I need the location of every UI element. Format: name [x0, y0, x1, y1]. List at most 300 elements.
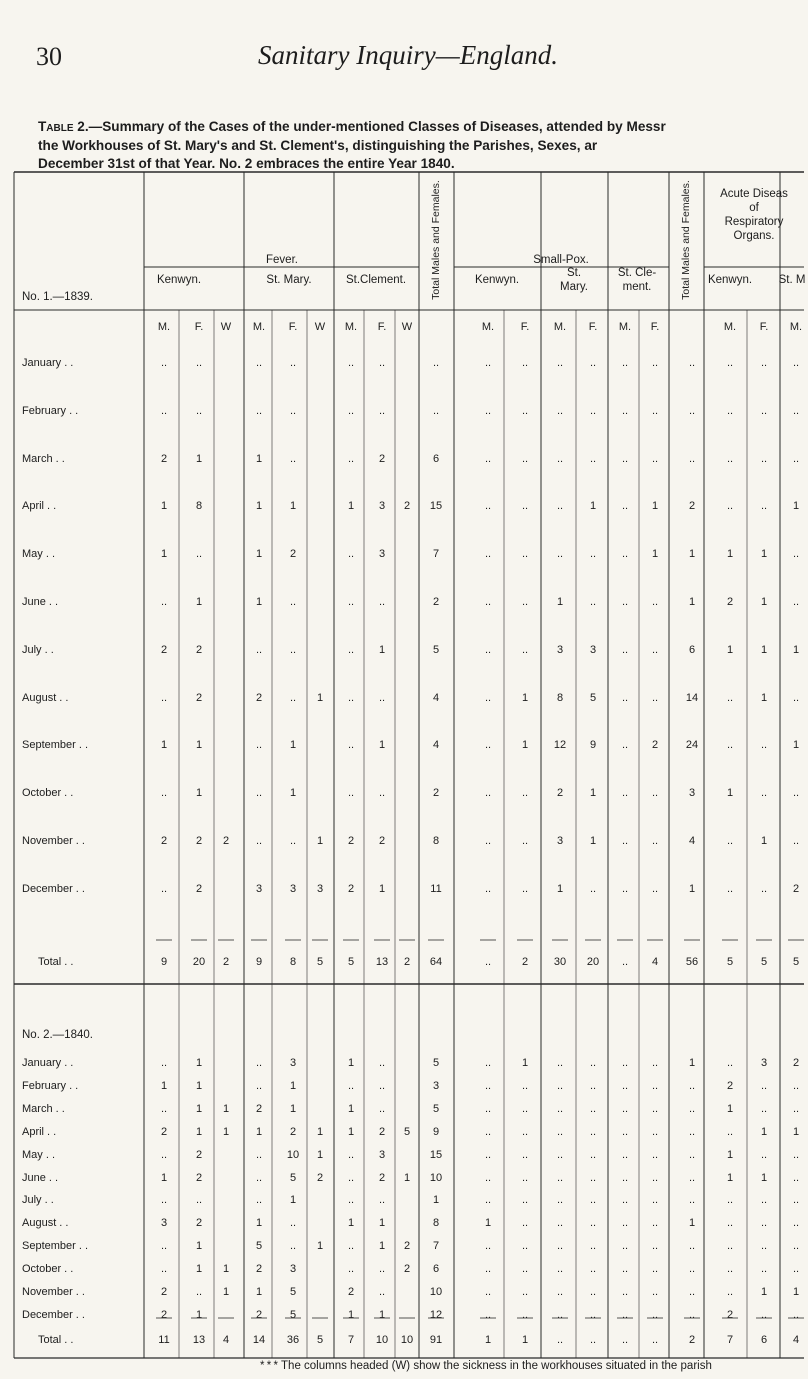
- subheader-18: F.: [759, 321, 769, 333]
- header-fever-st-mary: St. Mary.: [266, 274, 312, 286]
- y1840-cell-june-12: ..: [556, 1171, 564, 1184]
- y1839-cell-september-13: 9: [589, 739, 597, 752]
- y1840-cell-october-9: 6: [432, 1263, 440, 1276]
- y1839-cell-september-3: ..: [255, 739, 263, 752]
- y1840-cell-july-15: ..: [651, 1194, 659, 1207]
- y1840-cell-november-16: ..: [688, 1286, 696, 1298]
- y1840-cell-september-19: ..: [792, 1240, 800, 1253]
- y1840-cell-march-7: ..: [378, 1102, 386, 1115]
- y1839-cell-december-0: ..: [160, 882, 168, 895]
- y1840-total-cell-16: 2: [688, 1334, 696, 1346]
- y1839-cell-january-7: ..: [378, 357, 386, 369]
- y1839-cell-january-18: ..: [760, 357, 768, 369]
- y1840-month-label-january: January . .: [22, 1057, 74, 1069]
- y1840-cell-march-6: 1: [347, 1102, 355, 1115]
- y1839-cell-june-10: ..: [484, 596, 492, 608]
- y1840-cell-june-19: ..: [792, 1171, 800, 1184]
- y1840-cell-march-16: ..: [688, 1102, 696, 1115]
- y1839-cell-june-13: ..: [589, 596, 597, 608]
- y1840-cell-june-11: ..: [521, 1171, 529, 1184]
- y1840-cell-october-7: ..: [378, 1263, 386, 1276]
- y1839-cell-october-9: 2: [432, 787, 440, 800]
- y1839-cell-september-6: ..: [347, 739, 355, 752]
- y1840-cell-july-4: 1: [289, 1194, 297, 1207]
- y1840-cell-february-4: 1: [289, 1079, 297, 1092]
- y1839-cell-january-3: ..: [255, 357, 263, 369]
- y1839-cell-march-11: ..: [521, 452, 529, 465]
- subheader-11: F.: [520, 321, 530, 333]
- y1840-cell-april-8: 5: [403, 1125, 411, 1138]
- y1840-cell-february-19: ..: [792, 1079, 800, 1092]
- y1840-cell-march-1: 1: [195, 1102, 203, 1115]
- y1839-cell-july-7: 1: [378, 643, 386, 656]
- y1840-cell-november-0: 2: [160, 1286, 168, 1298]
- y1840-cell-april-7: 2: [378, 1125, 386, 1138]
- y1840-total-cell-1: 13: [192, 1334, 206, 1346]
- y1840-cell-december-15: ..: [651, 1308, 659, 1321]
- y1840-total-cell-5: 5: [316, 1334, 324, 1346]
- y1839-cell-may-15: 1: [651, 548, 659, 561]
- y1840-cell-september-5: 1: [316, 1240, 324, 1253]
- y1839-cell-june-11: ..: [521, 596, 529, 608]
- y1839-cell-february-13: ..: [589, 404, 597, 417]
- y1839-cell-march-18: ..: [760, 452, 768, 465]
- y1840-cell-november-18: 1: [760, 1286, 768, 1298]
- y1839-cell-january-13: ..: [589, 357, 597, 369]
- y1840-cell-february-13: ..: [589, 1079, 597, 1092]
- y1839-cell-july-13: 3: [589, 643, 597, 656]
- y1839-cell-november-3: ..: [255, 835, 263, 847]
- y1839-cell-january-17: ..: [726, 357, 734, 369]
- y1840-cell-december-10: ..: [484, 1308, 492, 1321]
- disease-summary-table: [14, 172, 804, 1360]
- y1839-cell-october-10: ..: [484, 787, 492, 800]
- y1840-total-cell-15: ..: [651, 1334, 659, 1346]
- y1839-month-label-july: July . .: [22, 643, 54, 656]
- y1839-cell-may-13: ..: [589, 548, 597, 561]
- y1839-cell-june-15: ..: [651, 596, 659, 608]
- y1839-cell-november-1: 2: [195, 835, 203, 847]
- y1840-cell-july-7: ..: [378, 1194, 386, 1207]
- y1840-cell-august-0: 3: [160, 1217, 168, 1230]
- y1839-cell-june-14: ..: [621, 596, 629, 608]
- y1840-cell-march-11: ..: [521, 1102, 529, 1115]
- y1839-total-cell-10: ..: [484, 956, 492, 968]
- y1839-cell-june-16: 1: [688, 596, 696, 608]
- y1840-cell-april-15: ..: [651, 1125, 659, 1138]
- y1840-total-cell-19: 4: [792, 1334, 800, 1346]
- y1840-cell-august-15: ..: [651, 1217, 659, 1230]
- y1840-cell-july-11: ..: [521, 1194, 529, 1207]
- y1839-cell-september-14: ..: [621, 739, 629, 752]
- y1839-cell-february-12: ..: [556, 404, 564, 417]
- y1839-cell-november-19: ..: [792, 835, 800, 847]
- y1840-cell-march-15: ..: [651, 1102, 659, 1115]
- y1839-cell-may-1: ..: [195, 548, 203, 561]
- y1840-month-label-april: April . .: [22, 1125, 57, 1138]
- y1840-cell-april-1: 1: [195, 1125, 203, 1138]
- y1839-cell-june-3: 1: [255, 596, 263, 608]
- y1839-cell-june-0: ..: [160, 596, 168, 608]
- y1840-cell-july-0: ..: [160, 1194, 168, 1207]
- y1840-cell-may-11: ..: [521, 1148, 529, 1161]
- y1839-cell-april-7: 3: [378, 500, 386, 513]
- y1840-total-cell-4: 36: [286, 1334, 300, 1346]
- y1840-cell-january-10: ..: [484, 1057, 492, 1069]
- y1839-total-cell-16: 56: [685, 956, 699, 968]
- y1840-month-label-october: October . .: [22, 1263, 74, 1276]
- y1840-cell-april-5: 1: [316, 1125, 324, 1138]
- y1839-cell-may-9: 7: [432, 548, 440, 561]
- y1839-cell-january-19: ..: [792, 357, 800, 369]
- y1840-cell-december-7: 1: [378, 1308, 386, 1321]
- y1840-cell-july-19: ..: [792, 1194, 800, 1207]
- y1840-cell-may-5: 1: [316, 1148, 324, 1161]
- y1839-cell-december-10: ..: [484, 882, 492, 895]
- y1840-total-cell-11: 1: [521, 1334, 529, 1346]
- y1840-cell-august-11: ..: [521, 1217, 529, 1230]
- y1839-cell-august-18: 1: [760, 691, 768, 704]
- y1840-cell-august-1: 2: [195, 1217, 203, 1230]
- y1840-cell-december-12: ..: [556, 1308, 564, 1321]
- y1840-cell-february-6: ..: [347, 1079, 355, 1092]
- y1839-cell-august-10: ..: [484, 691, 492, 704]
- y1840-cell-march-0: ..: [160, 1102, 168, 1115]
- y1840-cell-june-15: ..: [651, 1171, 659, 1184]
- y1839-cell-february-16: ..: [688, 404, 696, 417]
- subheader-13: F.: [588, 321, 598, 333]
- y1839-cell-december-12: 1: [556, 882, 564, 895]
- y1840-cell-september-15: ..: [651, 1240, 659, 1253]
- y1839-cell-july-6: ..: [347, 643, 355, 656]
- y1840-cell-may-14: ..: [621, 1148, 629, 1161]
- y1839-month-label-october: October . .: [22, 787, 74, 800]
- y1840-cell-november-10: ..: [484, 1286, 492, 1298]
- y1839-cell-march-7: 2: [378, 452, 386, 465]
- y1839-cell-december-16: 1: [688, 882, 696, 895]
- y1839-cell-may-19: ..: [792, 548, 800, 561]
- y1840-cell-march-12: ..: [556, 1102, 564, 1115]
- y1840-total-cell-3: 14: [252, 1334, 266, 1346]
- y1840-month-label-september: September . .: [22, 1240, 89, 1253]
- y1840-cell-april-12: ..: [556, 1125, 564, 1138]
- y1839-cell-december-7: 1: [378, 882, 386, 895]
- y1839-cell-november-18: 1: [760, 835, 768, 847]
- y1840-total-cell-7: 10: [375, 1334, 389, 1346]
- y1839-cell-october-14: ..: [621, 787, 629, 800]
- y1839-month-label-december: December . .: [22, 882, 85, 895]
- y1840-cell-january-4: 3: [289, 1057, 297, 1069]
- y1839-cell-october-15: ..: [651, 787, 659, 800]
- y1840-month-label-july: July . .: [22, 1194, 54, 1207]
- y1840-month-label-february: February . .: [22, 1079, 79, 1092]
- y1839-cell-march-1: 1: [195, 452, 203, 465]
- y1840-cell-april-2: 1: [222, 1125, 230, 1138]
- y1840-cell-october-2: 1: [222, 1263, 230, 1276]
- y1839-cell-october-16: 3: [688, 787, 696, 800]
- y1840-cell-november-6: 2: [347, 1286, 355, 1298]
- y1840-month-label-august: August . .: [22, 1217, 69, 1230]
- y1839-cell-july-11: ..: [521, 643, 529, 656]
- y1839-cell-december-4: 3: [289, 882, 297, 895]
- y1840-cell-october-4: 3: [289, 1263, 297, 1276]
- y1840-cell-august-7: 1: [378, 1217, 386, 1230]
- y1839-total-label: Total . .: [38, 956, 74, 968]
- y1839-cell-may-12: ..: [556, 548, 564, 561]
- y1840-cell-november-13: ..: [589, 1286, 597, 1298]
- table-cells: [14, 172, 804, 1360]
- header-acute-kenwyn: Kenwyn.: [707, 274, 753, 286]
- y1839-cell-march-10: ..: [484, 452, 492, 465]
- y1840-cell-december-4: 5: [289, 1308, 297, 1321]
- y1840-cell-november-4: 5: [289, 1286, 297, 1298]
- y1840-cell-october-8: 2: [403, 1263, 411, 1276]
- y1839-month-label-april: April . .: [22, 500, 57, 513]
- y1840-cell-september-8: 2: [403, 1240, 411, 1253]
- y1840-cell-may-0: ..: [160, 1148, 168, 1161]
- y1839-month-label-january: January . .: [22, 357, 74, 369]
- header-smallpox-st-mary-2: Mary.: [560, 281, 588, 293]
- y1840-cell-march-4: 1: [289, 1102, 297, 1115]
- y1839-cell-december-14: ..: [621, 882, 629, 895]
- y1839-cell-march-15: ..: [651, 452, 659, 465]
- y1840-total-cell-2: 4: [222, 1334, 230, 1346]
- y1839-month-label-march: March . .: [22, 452, 65, 465]
- y1840-cell-november-9: 10: [429, 1286, 443, 1298]
- y1839-month-label-august: August . .: [22, 691, 69, 704]
- y1840-cell-january-18: 3: [760, 1057, 768, 1069]
- subheader-19: M.: [789, 321, 803, 333]
- y1839-cell-april-19: 1: [792, 500, 800, 513]
- y1839-cell-october-6: ..: [347, 787, 355, 800]
- y1839-cell-february-7: ..: [378, 404, 386, 417]
- y1840-cell-february-12: ..: [556, 1079, 564, 1092]
- y1839-cell-june-19: ..: [792, 596, 800, 608]
- y1840-cell-december-11: ..: [521, 1308, 529, 1321]
- y1839-cell-february-6: ..: [347, 404, 355, 417]
- y1839-cell-august-14: ..: [621, 691, 629, 704]
- y1840-total-cell-13: ..: [589, 1334, 597, 1346]
- y1840-cell-december-18: ..: [760, 1308, 768, 1321]
- header-fever-st-clement: St.Clement.: [345, 274, 407, 286]
- y1840-cell-september-16: ..: [688, 1240, 696, 1253]
- y1839-cell-january-1: ..: [195, 357, 203, 369]
- y1840-cell-february-18: ..: [760, 1079, 768, 1092]
- subheader-1: F.: [194, 321, 204, 333]
- y1840-cell-december-3: 2: [255, 1308, 263, 1321]
- y1839-cell-august-16: 14: [685, 691, 699, 704]
- y1840-cell-november-2: 1: [222, 1286, 230, 1298]
- y1839-cell-july-10: ..: [484, 643, 492, 656]
- y1840-cell-september-7: 1: [378, 1240, 386, 1253]
- y1839-cell-september-10: ..: [484, 739, 492, 752]
- y1840-cell-december-13: ..: [589, 1308, 597, 1321]
- header-acute-st-mary: St. M: [778, 274, 806, 286]
- y1840-total-cell-18: 6: [760, 1334, 768, 1346]
- y1839-cell-july-9: 5: [432, 643, 440, 656]
- y1840-cell-june-0: 1: [160, 1171, 168, 1184]
- y1840-cell-april-0: 2: [160, 1125, 168, 1138]
- y1840-cell-may-13: ..: [589, 1148, 597, 1161]
- y1840-total-cell-6: 7: [347, 1334, 355, 1346]
- y1839-cell-may-6: ..: [347, 548, 355, 561]
- y1839-cell-june-1: 1: [195, 596, 203, 608]
- y1839-month-label-november: November . .: [22, 835, 85, 847]
- y1840-cell-september-10: ..: [484, 1240, 492, 1253]
- y1839-total-cell-12: 30: [553, 956, 567, 968]
- y1839-cell-october-17: 1: [726, 787, 734, 800]
- y1839-cell-september-7: 1: [378, 739, 386, 752]
- y1839-cell-july-15: ..: [651, 643, 659, 656]
- header-smallpox-kenwyn: Kenwyn.: [474, 274, 520, 286]
- subheader-12: M.: [553, 321, 567, 333]
- y1840-month-label-november: November . .: [22, 1286, 85, 1298]
- y1839-cell-june-12: 1: [556, 596, 564, 608]
- y1839-cell-december-11: ..: [521, 882, 529, 895]
- y1839-cell-august-4: ..: [289, 691, 297, 704]
- y1840-cell-august-18: ..: [760, 1217, 768, 1230]
- y1840-cell-june-7: 2: [378, 1171, 386, 1184]
- caption-line-3: December 31st of that Year. No. 2 embraces the entire Year 1840.: [38, 156, 455, 171]
- y1839-cell-september-16: 24: [685, 739, 699, 752]
- y1840-cell-july-16: ..: [688, 1194, 696, 1207]
- y1840-cell-may-6: ..: [347, 1148, 355, 1161]
- y1839-cell-april-9: 15: [429, 500, 443, 513]
- subheader-4: F.: [288, 321, 298, 333]
- y1839-cell-april-16: 2: [688, 500, 696, 513]
- header-fever-kenwyn: Kenwyn.: [156, 274, 202, 286]
- y1839-cell-june-4: ..: [289, 596, 297, 608]
- y1839-cell-july-0: 2: [160, 643, 168, 656]
- y1840-cell-may-16: ..: [688, 1148, 696, 1161]
- y1839-cell-april-0: 1: [160, 500, 168, 513]
- y1839-cell-november-14: ..: [621, 835, 629, 847]
- y1839-cell-july-4: ..: [289, 643, 297, 656]
- y1839-cell-february-4: ..: [289, 404, 297, 417]
- y1839-cell-may-10: ..: [484, 548, 492, 561]
- header-no1-1839: No. 1.—1839.: [22, 291, 93, 303]
- y1840-cell-april-19: 1: [792, 1125, 800, 1138]
- header-small-pox: Small-Pox.: [533, 254, 589, 266]
- y1839-total-cell-11: 2: [521, 956, 529, 968]
- y1840-cell-january-6: 1: [347, 1057, 355, 1069]
- y1840-cell-august-3: 1: [255, 1217, 263, 1230]
- y1840-cell-january-11: 1: [521, 1057, 529, 1069]
- y1839-cell-september-19: 1: [792, 739, 800, 752]
- y1839-cell-june-9: 2: [432, 596, 440, 608]
- y1839-cell-may-7: 3: [378, 548, 386, 561]
- y1840-cell-april-6: 1: [347, 1125, 355, 1138]
- y1839-cell-april-13: 1: [589, 500, 597, 513]
- y1840-cell-june-17: 1: [726, 1171, 734, 1184]
- y1840-cell-june-5: 2: [316, 1171, 324, 1184]
- y1840-cell-september-14: ..: [621, 1240, 629, 1253]
- y1840-cell-december-6: 1: [347, 1308, 355, 1321]
- y1839-cell-august-15: ..: [651, 691, 659, 704]
- y1839-total-cell-6: 5: [347, 956, 355, 968]
- y1839-cell-july-3: ..: [255, 643, 263, 656]
- y1840-cell-february-15: ..: [651, 1079, 659, 1092]
- header-fever: Fever.: [266, 254, 298, 266]
- y1840-cell-january-12: ..: [556, 1057, 564, 1069]
- y1840-total-cell-8: 10: [400, 1334, 414, 1346]
- y1840-cell-august-13: ..: [589, 1217, 597, 1230]
- y1839-cell-march-3: 1: [255, 452, 263, 465]
- y1839-cell-september-15: 2: [651, 739, 659, 752]
- y1840-cell-october-11: ..: [521, 1263, 529, 1276]
- y1839-cell-august-7: ..: [378, 691, 386, 704]
- y1840-cell-june-9: 10: [429, 1171, 443, 1184]
- y1839-cell-october-11: ..: [521, 787, 529, 800]
- y1839-cell-november-12: 3: [556, 835, 564, 847]
- y1840-cell-march-19: ..: [792, 1102, 800, 1115]
- y1839-cell-december-1: 2: [195, 882, 203, 895]
- y1839-cell-august-5: 1: [316, 691, 324, 704]
- y1839-cell-february-19: ..: [792, 404, 800, 417]
- y1840-cell-october-16: ..: [688, 1263, 696, 1276]
- subheader-5: W: [314, 321, 326, 333]
- y1840-cell-october-15: ..: [651, 1263, 659, 1276]
- y1839-total-cell-4: 8: [289, 956, 297, 968]
- y1839-cell-july-14: ..: [621, 643, 629, 656]
- y1840-cell-october-6: ..: [347, 1263, 355, 1276]
- y1839-cell-december-9: 11: [430, 882, 442, 895]
- y1840-cell-november-1: ..: [195, 1286, 203, 1298]
- y1840-total-cell-17: 7: [726, 1334, 734, 1346]
- y1839-cell-june-6: ..: [347, 596, 355, 608]
- y1839-cell-november-15: ..: [651, 835, 659, 847]
- y1840-cell-june-1: 2: [195, 1171, 203, 1184]
- subheader-8: W: [401, 321, 413, 333]
- y1839-cell-april-6: 1: [347, 500, 355, 513]
- y1840-cell-november-19: 1: [792, 1286, 800, 1298]
- y1839-cell-december-17: ..: [726, 882, 734, 895]
- y1840-cell-august-16: 1: [688, 1217, 696, 1230]
- y1840-cell-november-15: ..: [651, 1286, 659, 1298]
- y1840-cell-april-16: ..: [688, 1125, 696, 1138]
- y1840-cell-february-3: ..: [255, 1079, 263, 1092]
- y1840-total-cell-14: ..: [621, 1334, 629, 1346]
- subheader-15: F.: [650, 321, 660, 333]
- y1840-cell-july-14: ..: [621, 1194, 629, 1207]
- y1839-cell-november-2: 2: [222, 835, 230, 847]
- y1839-cell-december-3: 3: [255, 882, 263, 895]
- y1840-cell-july-9: 1: [432, 1194, 440, 1207]
- subheader-2: W: [220, 321, 232, 333]
- y1840-cell-january-13: ..: [589, 1057, 597, 1069]
- y1840-cell-september-4: ..: [289, 1240, 297, 1253]
- y1839-cell-july-19: 1: [792, 643, 800, 656]
- y1840-cell-december-19: ..: [792, 1308, 800, 1321]
- y1839-cell-october-18: ..: [760, 787, 768, 800]
- y1840-cell-march-9: 5: [432, 1102, 440, 1115]
- y1840-cell-april-11: ..: [521, 1125, 529, 1138]
- y1839-total-cell-9: 64: [429, 956, 443, 968]
- y1840-cell-may-3: ..: [255, 1148, 263, 1161]
- y1839-cell-may-16: 1: [688, 548, 696, 561]
- y1839-cell-december-15: ..: [651, 882, 659, 895]
- y1839-cell-september-17: ..: [726, 739, 734, 752]
- y1840-cell-september-13: ..: [589, 1240, 597, 1253]
- y1839-cell-january-14: ..: [621, 357, 629, 369]
- y1839-cell-august-0: ..: [160, 691, 168, 704]
- y1839-cell-february-10: ..: [484, 404, 492, 417]
- y1840-cell-august-4: ..: [289, 1217, 297, 1230]
- y1840-cell-november-3: 1: [255, 1286, 263, 1298]
- y1840-cell-january-16: 1: [688, 1057, 696, 1069]
- y1839-cell-august-13: 5: [589, 691, 597, 704]
- y1840-cell-may-19: ..: [792, 1148, 800, 1161]
